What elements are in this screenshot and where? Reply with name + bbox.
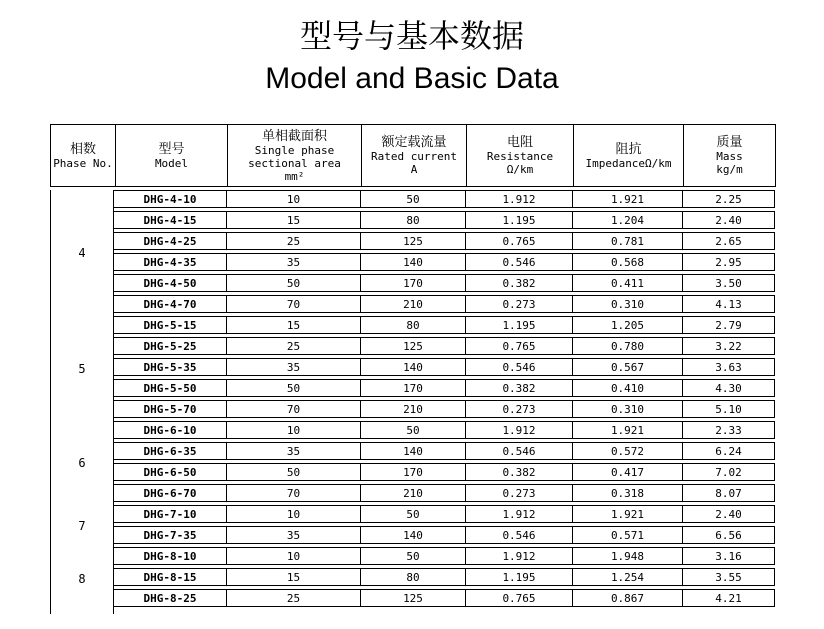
cell-resistance: 0.546	[465, 359, 572, 375]
header-label-en: Phase No.	[53, 156, 113, 170]
cell-resistance: 1.912	[465, 548, 572, 564]
cell-current: 140	[360, 443, 465, 459]
table-row	[113, 400, 775, 418]
cell-mass: 2.40	[682, 212, 774, 228]
cell-model: DHG-8-25	[143, 591, 197, 605]
cell-area: 50	[226, 275, 360, 291]
cell-impedance: 0.310	[572, 401, 682, 417]
header-label-zh: 阻抗	[615, 141, 642, 157]
cell-resistance: 0.546	[465, 254, 572, 270]
header-label-en: Resistance	[486, 150, 554, 163]
cell-current: 140	[360, 359, 465, 375]
cell-area: 70	[226, 485, 360, 501]
table-row	[113, 379, 775, 397]
cell-model: DHG-4-35	[143, 255, 197, 269]
cell-current: 125	[360, 338, 465, 354]
table-row	[113, 505, 775, 523]
header-cell-impedance	[573, 125, 683, 186]
table-row	[113, 211, 775, 229]
cell-resistance: 0.765	[465, 233, 572, 249]
cell-area: 35	[226, 359, 360, 375]
cell-model: DHG-4-15	[143, 213, 197, 227]
cell-area: 10	[226, 548, 360, 564]
header-label-en: mm²	[284, 169, 305, 183]
cell-resistance: 0.382	[465, 380, 572, 396]
cell-current: 125	[360, 590, 465, 606]
cell-impedance: 1.205	[572, 317, 682, 333]
cell-mass: 6.24	[682, 443, 774, 459]
cell-impedance: 0.310	[572, 296, 682, 312]
table-row	[113, 526, 775, 544]
header-label-en: kg/m	[716, 163, 743, 176]
header-label-en: A	[410, 163, 418, 176]
cell-current: 80	[360, 212, 465, 228]
table-row	[113, 568, 775, 586]
cell-area: 35	[226, 254, 360, 270]
table-row	[113, 253, 775, 271]
cell-mass: 3.55	[682, 569, 774, 585]
cell-area: 10	[226, 422, 360, 438]
header-cell-phase	[51, 125, 115, 186]
header-cell-area	[227, 125, 361, 186]
cell-area: 15	[226, 569, 360, 585]
cell-impedance: 0.410	[572, 380, 682, 396]
table-row	[113, 358, 775, 376]
cell-area: 25	[226, 590, 360, 606]
cell-impedance: 1.921	[572, 506, 682, 522]
cell-mass: 5.10	[682, 401, 774, 417]
header-cell-current	[361, 125, 466, 186]
header-cell-model	[115, 125, 227, 186]
table-row	[113, 589, 775, 607]
cell-model: DHG-5-15	[143, 318, 197, 332]
phase-group-label: 5	[78, 361, 86, 376]
header-label-zh: 单相截面积	[261, 128, 327, 144]
header-label-en: Mass	[716, 150, 743, 163]
cell-resistance: 1.195	[465, 569, 572, 585]
table-row	[113, 463, 775, 481]
cell-model: DHG-7-35	[143, 528, 197, 542]
cell-model: DHG-5-70	[143, 402, 197, 416]
cell-model: DHG-5-25	[143, 339, 197, 353]
cell-resistance: 1.912	[465, 191, 572, 207]
phase-group-label: 6	[78, 456, 86, 470]
header-label-zh: 相数	[69, 141, 96, 157]
cell-model: DHG-4-70	[143, 297, 197, 311]
header-label-zh: 电阻	[506, 135, 533, 150]
cell-area: 25	[226, 233, 360, 249]
cell-mass: 2.25	[682, 191, 774, 207]
table-rows	[113, 190, 775, 610]
cell-mass: 4.13	[682, 296, 774, 312]
cell-mass: 2.65	[682, 233, 774, 249]
cell-impedance: 0.411	[572, 275, 682, 291]
header-row	[50, 124, 776, 187]
cell-impedance: 1.921	[572, 422, 682, 438]
cell-current: 50	[360, 548, 465, 564]
cell-impedance: 1.254	[572, 569, 682, 585]
header-cell-mass	[683, 125, 775, 186]
table-row	[113, 232, 775, 250]
cell-model: DHG-6-70	[143, 486, 197, 500]
cell-impedance: 0.867	[572, 590, 682, 606]
cell-resistance: 1.195	[465, 317, 572, 333]
header-label-zh: 额定载流量	[381, 135, 447, 150]
header-label-en: Model	[154, 156, 189, 170]
phase-column	[50, 190, 114, 614]
cell-current: 50	[360, 191, 465, 207]
cell-model: DHG-7-10	[143, 507, 197, 521]
cell-mass: 3.16	[682, 548, 774, 564]
cell-impedance: 0.780	[572, 338, 682, 354]
cell-resistance: 0.273	[465, 401, 572, 417]
cell-resistance: 0.765	[465, 338, 572, 354]
cell-area: 70	[226, 401, 360, 417]
cell-impedance: 0.571	[572, 527, 682, 543]
cell-mass: 7.02	[682, 464, 774, 480]
cell-area: 15	[226, 212, 360, 228]
table-row	[113, 484, 775, 502]
cell-model: DHG-8-10	[143, 549, 197, 563]
cell-current: 50	[360, 422, 465, 438]
header-label-en: sectional area	[248, 156, 341, 170]
cell-resistance: 1.912	[465, 422, 572, 438]
cell-mass: 6.56	[682, 527, 774, 543]
header-label-en: Ω/km	[506, 163, 534, 176]
cell-mass: 3.22	[682, 338, 774, 354]
cell-area: 50	[226, 380, 360, 396]
cell-current: 170	[360, 380, 465, 396]
cell-impedance: 0.318	[572, 485, 682, 501]
table-row	[113, 274, 775, 292]
cell-current: 50	[360, 506, 465, 522]
cell-mass: 2.40	[682, 506, 774, 522]
cell-model: DHG-4-50	[143, 276, 197, 290]
cell-impedance: 1.921	[572, 191, 682, 207]
cell-area: 15	[226, 317, 360, 333]
cell-model: DHG-6-10	[143, 423, 197, 437]
cell-area: 25	[226, 338, 360, 354]
cell-area: 50	[226, 464, 360, 480]
cell-impedance: 0.568	[572, 254, 682, 270]
cell-current: 170	[360, 275, 465, 291]
cell-mass: 8.07	[682, 485, 774, 501]
cell-resistance: 1.195	[465, 212, 572, 228]
cell-mass: 3.50	[682, 275, 774, 291]
header-label-en: Single phase	[254, 143, 335, 157]
cell-resistance: 0.765	[465, 590, 572, 606]
header-label-en: Rated current	[370, 150, 458, 163]
header-label-en: ImpedanceΩ/km	[585, 156, 672, 170]
table-row	[113, 316, 775, 334]
table-row	[113, 421, 775, 439]
cell-current: 140	[360, 254, 465, 270]
cell-current: 210	[360, 296, 465, 312]
cell-current: 125	[360, 233, 465, 249]
page-title-en: Model and Basic Data	[265, 62, 559, 95]
table-body	[50, 190, 776, 620]
cell-impedance: 0.572	[572, 443, 682, 459]
phase-group-label: 7	[78, 519, 86, 533]
table-row	[113, 547, 775, 565]
cell-current: 210	[360, 401, 465, 417]
cell-current: 80	[360, 569, 465, 585]
cell-area: 35	[226, 527, 360, 543]
cell-area: 35	[226, 443, 360, 459]
cell-resistance: 0.546	[465, 443, 572, 459]
cell-resistance: 0.273	[465, 485, 572, 501]
cell-model: DHG-5-35	[143, 360, 197, 374]
cell-mass: 4.30	[682, 380, 774, 396]
cell-area: 10	[226, 506, 360, 522]
cell-mass: 2.79	[682, 317, 774, 333]
table-row	[113, 337, 775, 355]
cell-model: DHG-4-25	[143, 234, 197, 248]
cell-model: DHG-6-35	[143, 444, 197, 458]
cell-impedance: 1.204	[572, 212, 682, 228]
cell-mass: 4.21	[682, 590, 774, 606]
cell-resistance: 0.382	[465, 464, 572, 480]
cell-area: 10	[226, 191, 360, 207]
cell-resistance: 0.382	[465, 275, 572, 291]
cell-current: 140	[360, 527, 465, 543]
table-row	[113, 190, 775, 208]
phase-group-label: 8	[78, 571, 86, 586]
header-label-zh: 型号	[158, 141, 185, 157]
cell-mass: 2.33	[682, 422, 774, 438]
table-row	[113, 295, 775, 313]
header-label-zh: 质量	[716, 135, 743, 150]
cell-mass: 2.95	[682, 254, 774, 270]
cell-model: DHG-6-50	[143, 465, 197, 479]
cell-impedance: 0.781	[572, 233, 682, 249]
page-title-zh: 型号与基本数据	[299, 17, 524, 55]
cell-resistance: 0.273	[465, 296, 572, 312]
cell-impedance: 1.948	[572, 548, 682, 564]
phase-group-label: 4	[78, 246, 86, 260]
cell-model: DHG-8-15	[143, 570, 197, 584]
cell-current: 210	[360, 485, 465, 501]
cell-model: DHG-5-50	[143, 381, 197, 395]
cell-impedance: 0.417	[572, 464, 682, 480]
cell-resistance: 0.546	[465, 527, 572, 543]
cell-current: 170	[360, 464, 465, 480]
table-row	[113, 442, 775, 460]
cell-mass: 3.63	[682, 359, 774, 375]
cell-impedance: 0.567	[572, 359, 682, 375]
cell-model: DHG-4-10	[143, 192, 197, 206]
cell-resistance: 1.912	[465, 506, 572, 522]
cell-current: 80	[360, 317, 465, 333]
data-table	[50, 124, 776, 620]
header-cell-resistance	[466, 125, 573, 186]
cell-area: 70	[226, 296, 360, 312]
